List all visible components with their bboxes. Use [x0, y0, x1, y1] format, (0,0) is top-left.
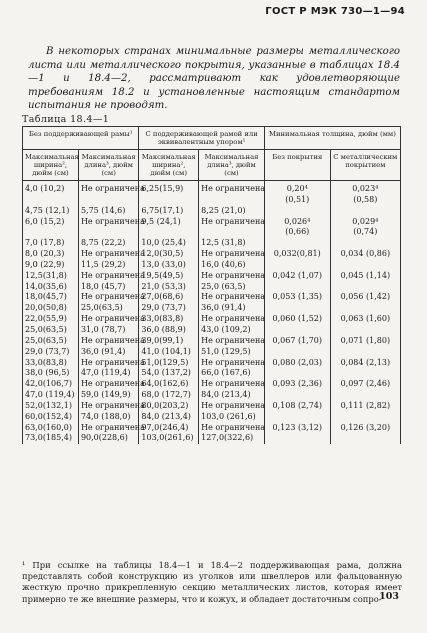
cell-line [267, 303, 328, 314]
group-header-min-thickness: Минимальная толщина, дюйм (мм) [264, 127, 400, 150]
table-cell [330, 303, 400, 325]
cell-line [267, 412, 328, 423]
table-row [23, 347, 401, 369]
cell-line: 64,0(162,6) [141, 379, 189, 389]
cell-line: 127,0(322,6) [201, 433, 254, 443]
cell-line: 29,0 (73,7) [25, 346, 70, 356]
cell-line: Не ограничена [201, 379, 266, 389]
table-cell [199, 238, 265, 260]
cell-line: 73,0(185,4) [25, 433, 72, 443]
cell-line: 36,0 (91,4) [80, 346, 126, 356]
cell-line [333, 303, 398, 314]
cell-line: 0,071 (1,80) [340, 335, 391, 345]
thickness-table [22, 126, 401, 444]
cell-line: 63,0(160,0) [25, 422, 72, 432]
cell-line [333, 347, 398, 358]
table-cell [330, 368, 400, 390]
table-cell [139, 260, 199, 282]
table-cell [78, 368, 145, 390]
table-cell [139, 282, 199, 304]
cell-line [267, 238, 328, 249]
sub-header: Без покрытия [264, 150, 330, 181]
table-cell [78, 303, 145, 325]
table-cell [78, 181, 145, 206]
cell-line [267, 390, 328, 401]
cell-line: (0,66) [285, 227, 310, 237]
cell-line: 18,0 (45,7) [80, 281, 126, 291]
cell-line: 16,0 (40,6) [201, 259, 246, 269]
table-cell [199, 260, 265, 282]
cell-line: Не ограничена [80, 184, 145, 193]
cell-line: (0,51) [285, 194, 310, 204]
cell-line [333, 368, 398, 379]
table-row [23, 303, 401, 325]
cell-line: 0,060 (1,52) [272, 314, 323, 324]
page-number: 103 [379, 591, 399, 602]
cell-line: 0,029⁴ [352, 216, 379, 226]
table-cell [23, 368, 79, 390]
table-cell [199, 390, 265, 412]
table-cell [264, 206, 330, 239]
cell-line: 8,0 (20,3) [25, 249, 65, 259]
table-cell [139, 206, 199, 239]
cell-line: Не ограничена [201, 422, 266, 432]
page-header: ГОСТ Р МЭК 730—1—94 [265, 6, 405, 17]
cell-line: 54,0 (137,2) [141, 368, 191, 378]
sub-header: Максимальная длина³, дюйм (см) [78, 150, 138, 181]
cell-line: Не ограничена [80, 314, 145, 324]
table-cell [139, 181, 199, 206]
table-cell [23, 238, 79, 260]
table-row [23, 181, 401, 206]
cell-line: Не ограничена [201, 249, 266, 259]
cell-line: 0,111 (2,82) [340, 400, 391, 410]
table-cell [23, 303, 79, 325]
cell-line: Не ограничена [80, 292, 145, 302]
table-cell [264, 282, 330, 304]
cell-line: 36,0 (91,4) [201, 303, 246, 313]
cell-line: 51,0(129,5) [141, 357, 189, 367]
cell-line: 51,0 (129,5) [201, 346, 251, 356]
cell-line: 42,0(106,7) [25, 379, 72, 389]
cell-line: 59,0 (149,9) [80, 390, 131, 400]
table-caption: Таблица 18.4—1 [22, 114, 110, 125]
cell-line: 6,75(17,1) [141, 205, 184, 215]
table-cell [264, 181, 330, 206]
cell-line: 8,75 (22,2) [80, 238, 126, 248]
cell-line: 0,067 (1,70) [272, 335, 323, 345]
table-cell [264, 260, 330, 282]
cell-line: 0,126 (3,20) [340, 422, 391, 432]
cell-line: Не ограничена [80, 216, 145, 226]
table-row [23, 368, 401, 390]
cell-line: 66,0 (167,6) [201, 368, 251, 378]
cell-line: Не ограничена [201, 335, 266, 345]
table-cell [78, 259, 145, 282]
cell-line [333, 412, 398, 423]
table-cell [330, 260, 400, 282]
cell-line [333, 282, 398, 293]
table-cell [139, 412, 199, 445]
cell-line: Не ограничена [201, 314, 266, 324]
cell-line: 12,0(30,5) [141, 249, 184, 259]
cell-line: 22,0(55,9) [25, 314, 67, 324]
cell-line [267, 260, 328, 271]
table-cell [264, 390, 330, 412]
cell-line: 11,5 (29,2) [80, 259, 126, 269]
cell-line: 0,032(0,81) [273, 249, 321, 259]
table-cell [330, 238, 400, 260]
cell-line: 0,097 (2,46) [340, 379, 391, 389]
table-cell [23, 390, 79, 412]
table-cell [139, 347, 199, 369]
table-cell [264, 412, 330, 445]
table-cell [264, 368, 330, 390]
cell-line: Не ограничена [80, 357, 145, 367]
cell-line: 12,5(31,8) [25, 270, 67, 280]
cell-line: 0,108 (2,74) [272, 400, 323, 410]
cell-line: 0,084 (2,13) [340, 357, 391, 367]
cell-line [333, 325, 398, 336]
table-cell [139, 390, 199, 412]
group-header-without-frame: Без поддерживающей рамы¹ [23, 127, 139, 150]
cell-line: 36,0 (88,9) [141, 324, 186, 334]
cell-line [267, 368, 328, 379]
table-cell [264, 347, 330, 369]
table-cell [330, 412, 400, 445]
cell-line [267, 325, 328, 336]
cell-line: 0,045 (1,14) [340, 270, 391, 280]
cell-line: 9,0 (22,9) [25, 259, 65, 269]
table-cell [264, 325, 330, 347]
table-cell [78, 390, 145, 412]
cell-line: 0,080 (2,03) [272, 357, 323, 367]
cell-line: Не ограничена [80, 422, 145, 432]
cell-line: 25,0(63,5) [80, 303, 123, 313]
table-cell [139, 238, 199, 260]
table-cell [23, 181, 79, 206]
cell-line [267, 206, 328, 217]
table-cell [199, 282, 265, 304]
cell-line: 4,75 (12,1) [25, 205, 70, 215]
cell-line: Не ограничена [201, 292, 266, 302]
cell-line: 6,0 (15,2) [25, 216, 65, 226]
cell-line: 41,0 (104,1) [141, 346, 191, 356]
table-row [23, 412, 401, 445]
cell-line [333, 206, 398, 217]
table-cell [78, 346, 145, 369]
cell-line: 0,042 (1,07) [272, 270, 323, 280]
cell-line [267, 347, 328, 358]
table-cell [139, 325, 199, 347]
cell-line: Не ограничена [80, 335, 145, 345]
cell-line: 47,0 (119,4) [25, 390, 75, 400]
cell-line [333, 260, 398, 271]
table-cell [330, 181, 400, 206]
cell-line: 103,0(261,6) [141, 433, 194, 443]
sub-header: Максимальная ширина², дюйм (см) [139, 150, 199, 181]
sub-header-row [23, 150, 401, 181]
cell-line: 6,25(15,9) [141, 184, 184, 193]
cell-line: 0,123 (3,12) [272, 422, 323, 432]
cell-line: Не ограничена [80, 400, 145, 410]
table-cell [330, 390, 400, 412]
table-cell [330, 347, 400, 369]
cell-line: 0,20⁴ [286, 184, 308, 193]
cell-line: 43,0 (109,2) [201, 324, 251, 334]
table-row [23, 260, 401, 282]
cell-line: 14,0(35,6) [25, 281, 67, 291]
table-cell [139, 303, 199, 325]
table-cell [78, 238, 145, 260]
cell-line: 20,0(50,8) [25, 303, 67, 313]
cell-line: 4,0 (10,2) [25, 184, 65, 193]
cell-line: 84,0 (213,4) [201, 390, 251, 400]
table-row [23, 325, 401, 347]
cell-line: 0,053 (1,35) [272, 292, 323, 302]
table-cell [199, 412, 265, 445]
table-row [23, 238, 401, 260]
cell-line: 0,034 (0,86) [340, 249, 391, 259]
cell-line: 0,063 (1,60) [340, 314, 391, 324]
cell-line [333, 390, 398, 401]
cell-line: 68,0 (172,7) [141, 390, 191, 400]
table-cell [199, 325, 265, 347]
cell-line: 60,0(152,4) [25, 411, 72, 421]
cell-line: Не ограничена [201, 216, 266, 226]
table-cell [199, 303, 265, 325]
cell-line: 39,0(99,1) [141, 335, 184, 345]
cell-line: 25,0(63,5) [25, 324, 67, 334]
table-cell [199, 181, 265, 206]
cell-line: 21,0 (53,3) [141, 281, 186, 291]
table-cell [23, 347, 79, 369]
cell-line: 10,0 (25,4) [141, 238, 186, 248]
table-cell [23, 260, 79, 282]
cell-line: 84,0 (213,4) [141, 411, 191, 421]
cell-line: 0,056 (1,42) [340, 292, 391, 302]
cell-line: 90,0(228,6) [80, 433, 128, 443]
cell-line: 27,0(68,6) [141, 292, 184, 302]
cell-line: 25,0(63,5) [25, 335, 67, 345]
cell-line: Не ограничена [201, 400, 266, 410]
cell-line: 19,5(49,5) [141, 270, 184, 280]
cell-line: 8,25 (21,0) [201, 205, 246, 215]
cell-line: 0,026⁴ [284, 216, 311, 226]
table-cell [23, 206, 79, 239]
intro-paragraph: В некоторых странах минимальные размеры металлического листа или металлического покрытия, указанные в таблицах 18.4—1 и 18.4—2, рассматривают как удовлетворяющие требованиям 18.2 и установленные настоящим стандартом испытания не проводят. [28, 46, 400, 112]
table-cell [23, 282, 79, 304]
cell-line: 97,0(246,4) [141, 422, 189, 432]
table-cell [139, 368, 199, 390]
cell-line: (0,58) [353, 194, 378, 204]
cell-line: 13,0 (33,0) [141, 259, 186, 269]
cell-line: 9,5 (24,1) [141, 216, 181, 226]
table-row [23, 282, 401, 304]
cell-line: 12,5 (31,8) [201, 238, 246, 248]
table-cell [264, 238, 330, 260]
cell-line: 7,0 (17,8) [25, 238, 65, 248]
cell-line: 18,0(45,7) [25, 292, 67, 302]
table-cell [78, 411, 145, 445]
cell-line: Не ограничена [80, 270, 145, 280]
cell-line: Не ограничена [80, 379, 145, 389]
cell-line: 80,0(203,2) [141, 400, 189, 410]
sub-header: Максимальная длина³, дюйм (см) [199, 150, 265, 181]
table-cell [78, 324, 145, 347]
table-cell [78, 281, 145, 304]
cell-line: 29,0 (73,7) [141, 303, 186, 313]
sub-header: С металлическим покрытием [330, 150, 400, 181]
table-row [23, 390, 401, 412]
table-cell [330, 206, 400, 239]
table-cell [199, 347, 265, 369]
cell-line: Не ограничена [201, 357, 266, 367]
cell-line: (0,74) [353, 227, 378, 237]
cell-line: 47,0 (119,4) [80, 368, 131, 378]
cell-line: Не ограничена [80, 249, 145, 259]
table-cell [330, 325, 400, 347]
cell-line [333, 238, 398, 249]
cell-line: 52,0(132,1) [25, 400, 72, 410]
cell-line: 0,093 (2,36) [272, 379, 323, 389]
cell-line: 5,75 (14,6) [80, 205, 126, 215]
table-cell [330, 282, 400, 304]
table-body [23, 181, 401, 445]
cell-line: Не ограничена [201, 270, 266, 280]
cell-line: 38,0 (96,5) [25, 368, 70, 378]
cell-line: 33,0(83,8) [141, 314, 184, 324]
table-cell [23, 325, 79, 347]
cell-line: Не ограничена [201, 184, 266, 193]
table-row [23, 206, 401, 239]
cell-line [267, 282, 328, 293]
cell-line: 0,023⁴ [352, 184, 379, 193]
cell-line: 74,0 (188,0) [80, 411, 131, 421]
footnote: ¹ При ссылке на таблицы 18.4—1 и 18.4—2 поддерживающая рама, должна представлять собой конструкцию из уголков или швеллеров или фальцованную жесткую прочно прикрепленную секцию металлических листов, которая имеет примерно те же внешние размеры, что и кожух, и обладает достаточным сопро- [22, 560, 402, 604]
table-cell [78, 205, 145, 239]
table-cell [199, 368, 265, 390]
table-cell [23, 412, 79, 445]
sub-header: Максимальная ширина², дюйм (см) [23, 150, 79, 181]
group-header-row [23, 127, 401, 150]
table-cell [199, 206, 265, 239]
group-header-with-frame: С поддерживающей рамой или эквивалентным упором¹ [139, 127, 264, 150]
cell-line: 31,0 (78,7) [80, 324, 126, 334]
table-cell [264, 303, 330, 325]
cell-line: 25,0 (63,5) [201, 281, 246, 291]
cell-line: 33,0(83,8) [25, 357, 67, 367]
cell-line: 103,0 (261,6) [201, 411, 256, 421]
